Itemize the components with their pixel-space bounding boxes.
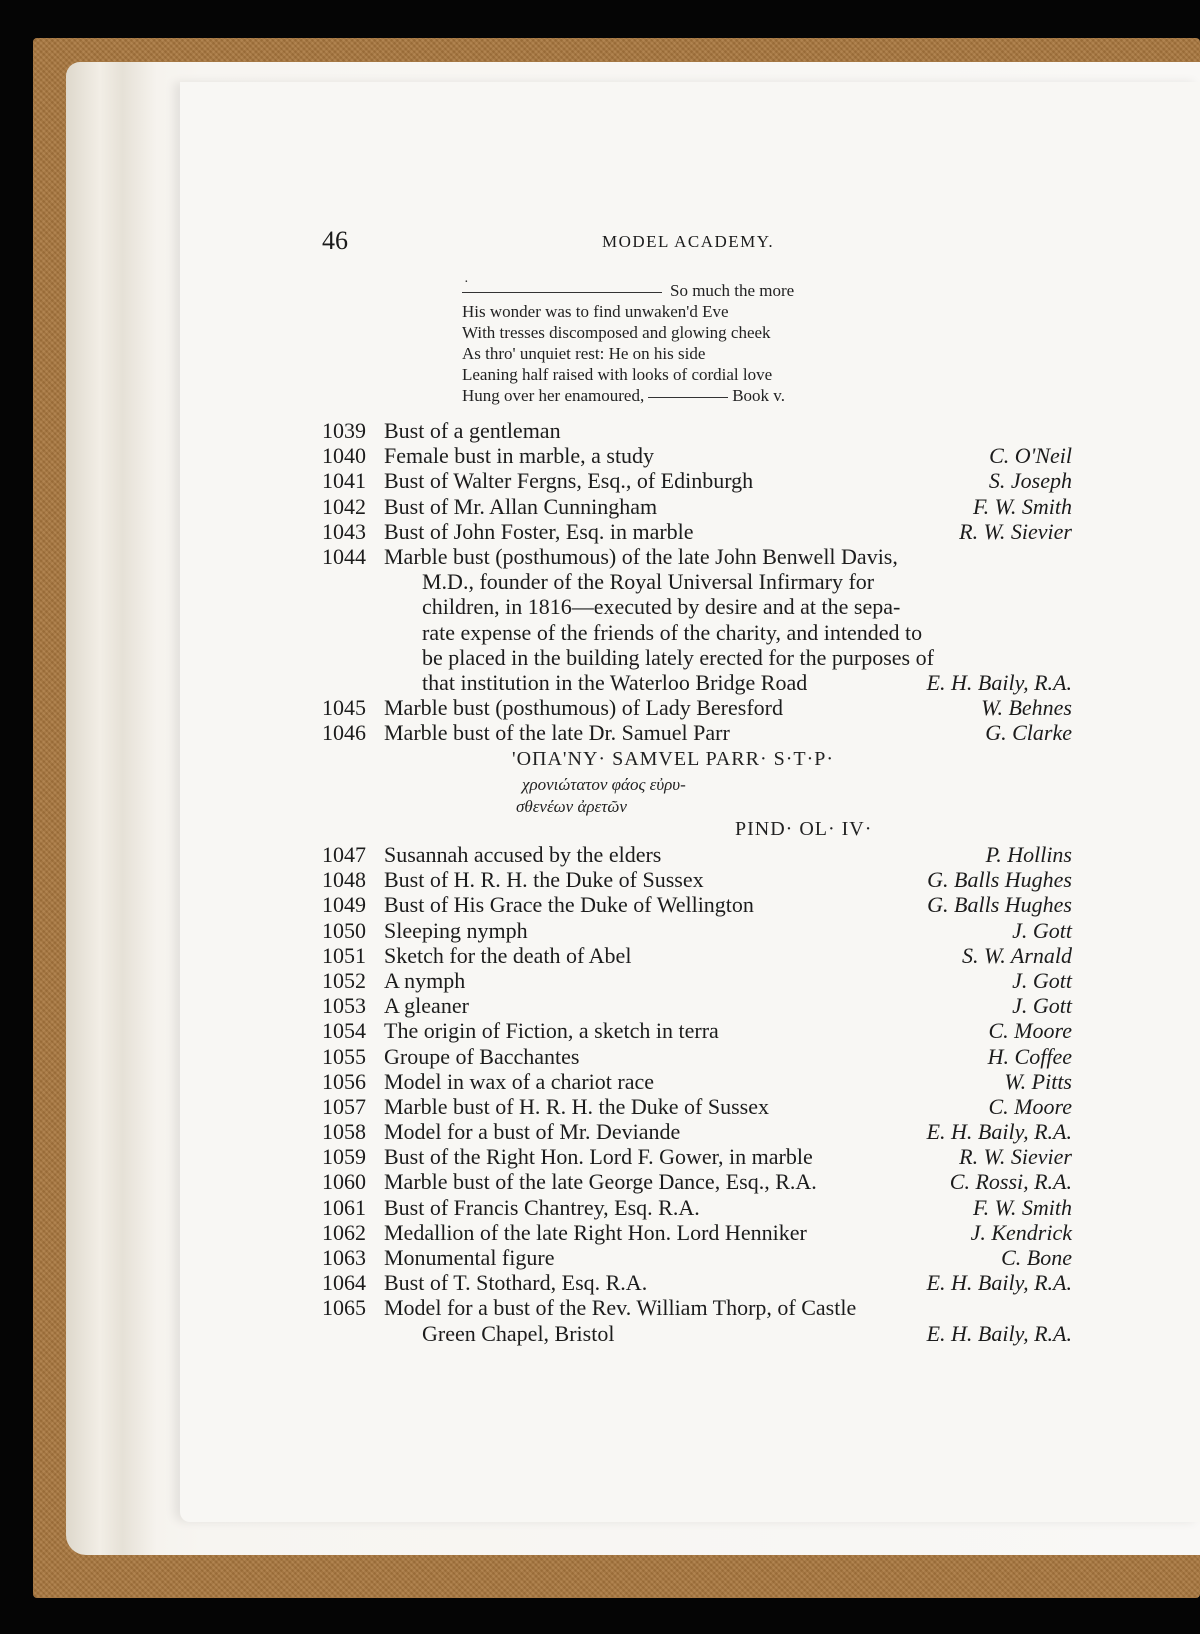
verse-line: Leaning half raised with looks of cordial love xyxy=(462,365,773,384)
list-item xyxy=(322,620,1072,645)
entry-number: 1060 xyxy=(322,1169,366,1195)
verse-quote: · So much the more His wonder was to find unwaken'd Eve With tresses discomposed and glowing cheek As thro' unquiet rest: He on his side Leaning half raised with looks of cordial love Hung over her enamoured, Book v. xyxy=(462,280,902,406)
list-item xyxy=(322,594,1072,619)
entry-title: Bust of T. Stothard, Esq. R.A. xyxy=(384,1270,648,1296)
entry-title: Bust of His Grace the Duke of Wellington xyxy=(384,892,754,918)
entry-artist: W. Pitts xyxy=(1004,1068,1072,1094)
list-item xyxy=(322,1044,1072,1069)
entry-title: Groupe of Bacchantes xyxy=(384,1043,580,1069)
list-item xyxy=(322,1245,1072,1270)
entry-title: Green Chapel, Bristol xyxy=(422,1320,615,1346)
entry-title: Bust of the Right Hon. Lord F. Gower, in marble xyxy=(384,1144,813,1170)
list-item xyxy=(322,1119,1072,1144)
entry-title: Marble bust of the late George Dance, Esq., R.A. xyxy=(384,1169,817,1195)
entry-number: 1043 xyxy=(322,518,366,544)
entry-number: 1056 xyxy=(322,1068,366,1094)
entry-title: Bust of John Foster, Esq. in marble xyxy=(384,518,694,544)
entry-title: Marble bust of H. R. H. the Duke of Sussex xyxy=(384,1093,769,1119)
entry-title: Bust of Walter Fergns, Esq., of Edinburgh xyxy=(384,468,754,494)
entry-artist: C. Moore xyxy=(988,1018,1072,1044)
list-item xyxy=(322,1295,1072,1320)
entry-number: 1047 xyxy=(322,842,366,867)
entry-artist: H. Coffee xyxy=(987,1043,1072,1069)
entry-artist: G. Clarke xyxy=(985,720,1072,746)
entry-artist: G. Balls Hughes xyxy=(927,867,1072,893)
entry-artist: E. H. Baily, R.A. xyxy=(926,669,1072,695)
entry-title: be placed in the building lately erected for the purposes of xyxy=(422,644,934,670)
entry-artist: F. W. Smith xyxy=(972,493,1072,519)
verse-line: As thro' unquiet rest: He on his side xyxy=(462,344,706,363)
list-item xyxy=(322,720,1072,745)
inscription-citation: PIND· OL· IV· xyxy=(735,818,873,840)
list-item xyxy=(322,993,1072,1018)
entry-artist: C. Moore xyxy=(988,1093,1072,1119)
entry-title: Bust of Francis Chantrey, Esq. R.A. xyxy=(384,1194,700,1220)
list-item xyxy=(322,695,1072,720)
entry-artist: W. Behnes xyxy=(981,695,1072,721)
entry-artist: P. Hollins xyxy=(985,842,1072,867)
entry-artist: C. O'Neil xyxy=(989,443,1072,469)
entry-artist: J. Gott xyxy=(1012,967,1072,993)
entry-artist: S. W. Arnald xyxy=(961,942,1072,968)
entry-number: 1053 xyxy=(322,993,366,1019)
list-item xyxy=(322,1144,1072,1169)
entry-title: Model for a bust of Mr. Deviande xyxy=(384,1119,681,1145)
entry-title: Marble bust (posthumous) of Lady Beresford xyxy=(384,695,783,721)
catalogue-entries-continued xyxy=(322,842,1072,1346)
inscription-line: 'ΟΠΑ'ΝΥ· SAMVEL PARR· S·T·P· xyxy=(512,748,835,770)
list-item xyxy=(322,544,1072,569)
entry-title: A nymph xyxy=(384,967,466,993)
entry-number: 1045 xyxy=(322,695,366,721)
entry-number: 1048 xyxy=(322,867,366,893)
entry-artist: E. H. Baily, R.A. xyxy=(926,1270,1072,1296)
entry-number: 1046 xyxy=(322,720,366,746)
entry-number: 1039 xyxy=(322,418,366,443)
entry-number: 1044 xyxy=(322,543,366,569)
verse-line: Hung over her enamoured, Book v. xyxy=(462,386,785,405)
entry-artist: S. Joseph xyxy=(988,468,1072,494)
entry-artist: J. Gott xyxy=(1012,993,1072,1019)
list-item xyxy=(322,1270,1072,1295)
catalogue-entries xyxy=(322,418,1072,745)
entry-title: rate expense of the friends of the charity, and intended to xyxy=(422,619,923,645)
list-item xyxy=(322,645,1072,670)
list-item xyxy=(322,1169,1072,1194)
page-number: 46 xyxy=(322,226,348,255)
entry-number: 1055 xyxy=(322,1043,366,1069)
entry-artist: C. Rossi, R.A. xyxy=(949,1169,1072,1195)
entry-title: The origin of Fiction, a sketch in terra xyxy=(384,1018,719,1044)
entry-number: 1063 xyxy=(322,1245,366,1270)
verse-line: So much the more xyxy=(462,280,902,301)
list-item xyxy=(322,494,1072,519)
entry-title: Sketch for the death of Abel xyxy=(384,942,632,968)
entry-artist: C. Bone xyxy=(1001,1245,1072,1270)
entry-title: Bust of a gentleman xyxy=(384,418,561,443)
entry-title: Model in wax of a chariot race xyxy=(384,1068,654,1094)
inscription-line: χρονιώτατον φάος εὐρυ- xyxy=(522,775,686,794)
entry-artist: G. Balls Hughes xyxy=(927,892,1072,918)
list-item xyxy=(322,943,1072,968)
list-item xyxy=(322,1069,1072,1094)
list-item xyxy=(322,892,1072,917)
verse-line: His wonder was to find unwaken'd Eve xyxy=(462,302,729,321)
entry-title: A gleaner xyxy=(384,993,469,1019)
entry-artist: E. H. Baily, R.A. xyxy=(926,1119,1072,1145)
entry-number: 1050 xyxy=(322,917,366,943)
list-item xyxy=(322,418,1072,443)
list-item xyxy=(322,670,1072,695)
entry-title: that institution in the Waterloo Bridge Road xyxy=(422,669,808,695)
entry-title: children, in 1816—executed by desire and at the sepa- xyxy=(422,594,901,620)
page-header xyxy=(322,226,1072,260)
entry-number: 1052 xyxy=(322,967,366,993)
entry-title: Model for a bust of the Rev. William Thorp, of Castle xyxy=(384,1295,857,1321)
list-item xyxy=(322,1018,1072,1043)
entry-number: 1062 xyxy=(322,1219,366,1245)
entry-title: Monumental figure xyxy=(384,1245,555,1270)
entry-number: 1061 xyxy=(322,1194,366,1220)
entry-number: 1058 xyxy=(322,1119,366,1145)
list-item xyxy=(322,443,1072,468)
entry-number: 1057 xyxy=(322,1093,366,1119)
verse-line: With tresses discomposed and glowing cheek xyxy=(462,323,771,342)
entry-title: Marble bust (posthumous) of the late John Benwell Davis, xyxy=(384,543,898,569)
entry-number: 1051 xyxy=(322,942,366,968)
entry-artist: R. W. Sievier xyxy=(959,518,1072,544)
entry-title: Bust of H. R. H. the Duke of Sussex xyxy=(384,867,704,893)
list-item xyxy=(322,519,1072,544)
entry-number: 1054 xyxy=(322,1018,366,1044)
list-item xyxy=(322,569,1072,594)
list-item xyxy=(322,1220,1072,1245)
entry-title: Susannah accused by the elders xyxy=(384,842,662,867)
list-item xyxy=(322,918,1072,943)
running-title: MODEL ACADEMY. xyxy=(602,232,775,251)
entry-number: 1064 xyxy=(322,1270,366,1296)
list-item xyxy=(322,842,1072,867)
entry-artist: J. Gott xyxy=(1012,917,1072,943)
entry-title: Marble bust of the late Dr. Samuel Parr xyxy=(384,720,730,746)
list-item xyxy=(322,968,1072,993)
entry-number: 1042 xyxy=(322,493,366,519)
entry-artist: E. H. Baily, R.A. xyxy=(926,1320,1072,1346)
list-item xyxy=(322,1195,1072,1220)
list-item xyxy=(322,1094,1072,1119)
entry-title: M.D., founder of the Royal Universal Infirmary for xyxy=(422,569,875,595)
entry-number: 1049 xyxy=(322,892,366,918)
entry-title: Female bust in marble, a study xyxy=(384,443,655,469)
inscription-line: σθενέων ἀρετῶν xyxy=(516,797,627,816)
entry-number: 1059 xyxy=(322,1144,366,1170)
list-item xyxy=(322,867,1072,892)
entry-number: 1040 xyxy=(322,443,366,469)
entry-title: Medallion of the late Right Hon. Lord Henniker xyxy=(384,1219,807,1245)
entry-artist: R. W. Sievier xyxy=(959,1144,1072,1170)
list-item xyxy=(322,468,1072,493)
entry-number: 1065 xyxy=(322,1295,366,1321)
entry-artist: F. W. Smith xyxy=(972,1194,1072,1220)
entry-title: Bust of Mr. Allan Cunningham xyxy=(384,493,658,519)
entry-title: Sleeping nymph xyxy=(384,917,528,943)
entry-artist: J. Kendrick xyxy=(970,1219,1072,1245)
list-item xyxy=(322,1321,1072,1346)
entry-number: 1041 xyxy=(322,468,366,494)
